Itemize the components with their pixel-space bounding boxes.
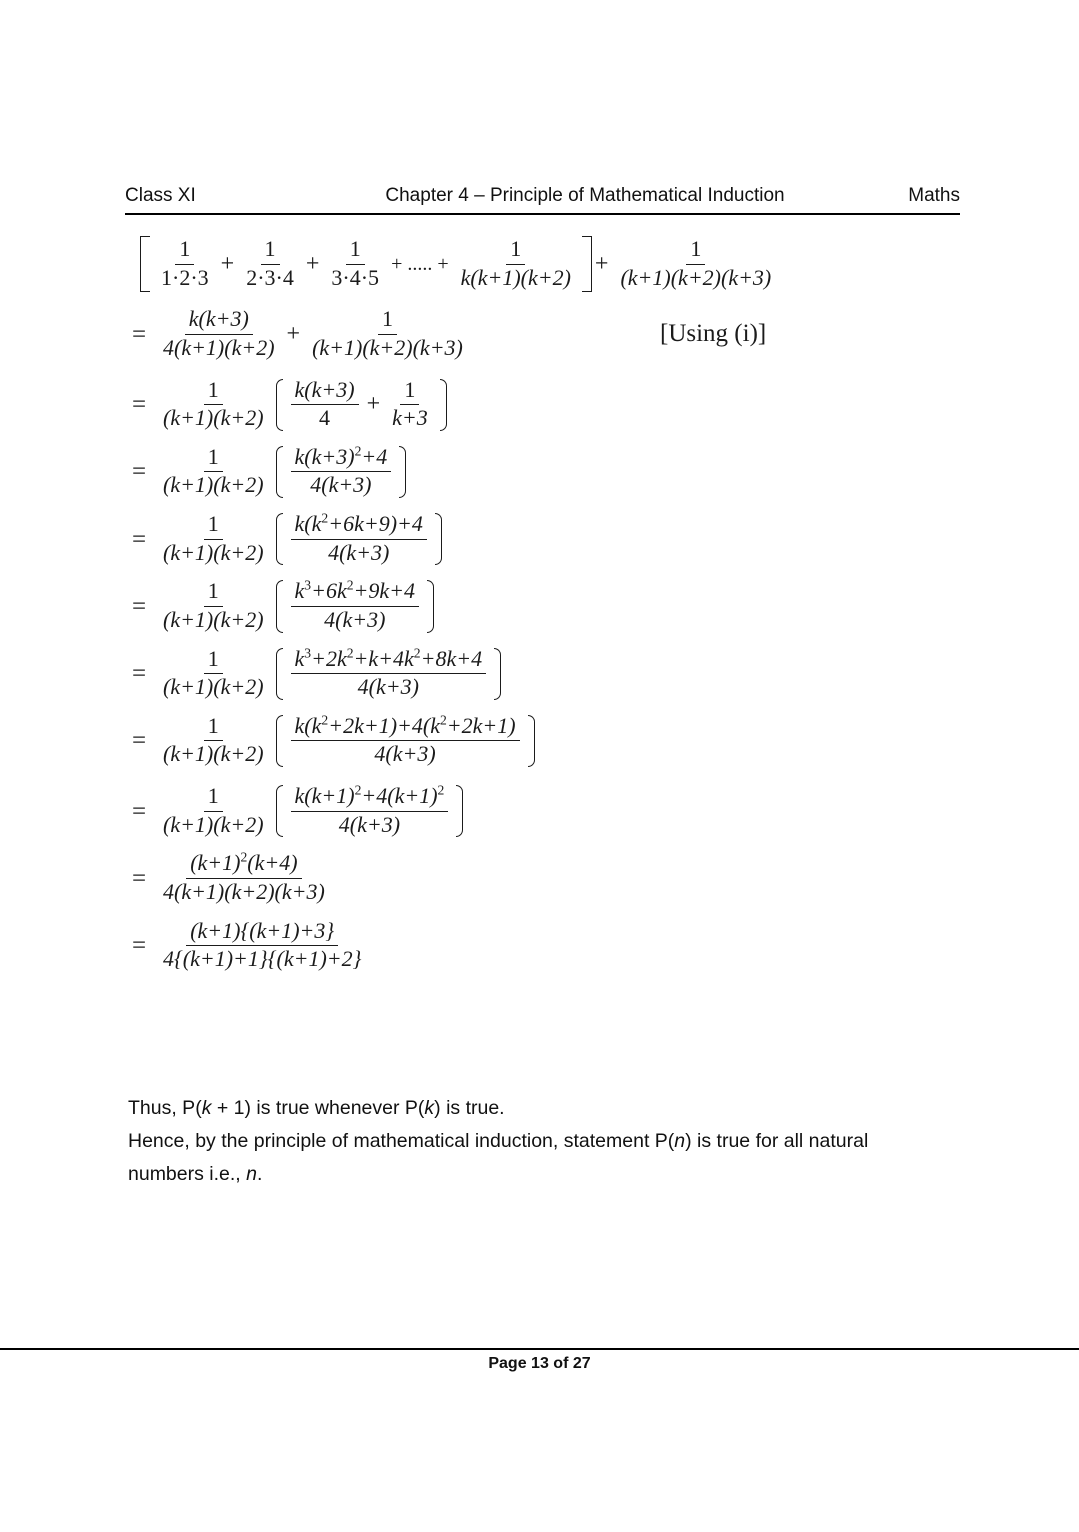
equation-line-5 <box>132 511 992 567</box>
big-left-brace-icon <box>273 713 286 769</box>
result-fraction-restated <box>154 918 370 974</box>
conclusion-text <box>128 1092 938 1191</box>
plus-sign: + <box>594 250 609 277</box>
conclusion-line-3: numbers i.e., n. <box>128 1163 263 1185</box>
denominator: 2·3·4 <box>246 264 294 290</box>
equals-sign: = <box>132 660 147 688</box>
plus-sign: + <box>220 250 235 277</box>
numerator: 1 <box>204 511 223 540</box>
inner-fraction <box>286 578 425 634</box>
plus-sign: + <box>286 320 301 347</box>
plus-sign: + <box>305 250 320 277</box>
numerator: 1 <box>346 236 365 265</box>
numerator: $k(k+1)^2+4(k+1)^2$ <box>291 783 449 812</box>
denominator: (k+1)(k+2) <box>163 606 264 632</box>
equals-sign: = <box>132 797 147 825</box>
outer-fraction <box>154 578 273 634</box>
big-right-brace-icon <box>437 377 450 433</box>
conclusion-line-2: Hence, by the principle of mathematical induction, statement P(n) is true for all natural <box>128 1130 869 1152</box>
denominator: (k+1)(k+2) <box>163 741 264 767</box>
denominator: 4(k+3) <box>374 741 436 767</box>
inner-fraction <box>286 783 454 839</box>
numerator: 1 <box>204 783 223 812</box>
page-header <box>125 185 960 215</box>
denominator: (k+1)(k+2) <box>163 539 264 565</box>
numerator: k(k+3) <box>291 377 359 406</box>
big-left-brace-icon <box>273 783 286 839</box>
denominator: 1·2·3 <box>161 264 209 290</box>
plus-sign: + <box>366 391 381 418</box>
big-left-brace-icon <box>273 377 286 433</box>
big-left-brace-icon <box>273 444 286 500</box>
big-left-brace-icon <box>273 646 286 702</box>
numerator: $k(k+3)^2+4$ <box>291 444 392 473</box>
denominator: k+3 <box>392 405 428 431</box>
denominator: 4(k+3) <box>338 811 401 837</box>
big-left-brace-icon <box>273 511 286 567</box>
denominator: 4(k+3) <box>328 539 390 565</box>
equals-sign: = <box>132 727 147 755</box>
equals-sign: = <box>132 932 147 960</box>
equals-sign: = <box>132 320 147 348</box>
footer-divider <box>0 1348 1079 1350</box>
numerator: 1 <box>204 646 223 675</box>
denominator: (k+1)(k+2) <box>163 674 264 700</box>
header-class-label: Class XI <box>125 185 196 206</box>
result-fraction <box>154 850 334 906</box>
fraction-a <box>154 306 284 362</box>
fraction-b <box>303 306 472 362</box>
denominator: 4 <box>319 405 331 431</box>
header-subject-label: Maths <box>908 185 960 206</box>
outer-fraction <box>154 713 273 769</box>
denominator: 4(k+1)(k+2) <box>163 334 275 360</box>
fraction-term-2 <box>237 236 303 292</box>
denominator: (k+1)(k+2) <box>163 811 264 837</box>
equals-sign: = <box>132 391 147 419</box>
fraction-term-last <box>452 236 580 292</box>
big-right-brace-icon <box>432 511 445 567</box>
denominator: 4(k+1)(k+2)(k+3) <box>163 878 325 904</box>
equals-sign: = <box>132 592 147 620</box>
numerator: $k(k^2+6k+9)+4$ <box>291 511 427 540</box>
equals-sign: = <box>132 458 147 486</box>
numerator: 1 <box>204 713 223 742</box>
big-right-brace-icon <box>525 713 538 769</box>
footer-page-number: Page 13 of 27 <box>488 1355 591 1372</box>
numerator: k(k+3) <box>185 306 253 335</box>
big-right-brace-icon <box>453 783 466 839</box>
big-left-bracket-icon <box>140 236 150 292</box>
equation-line-8 <box>132 713 992 769</box>
numerator: 1 <box>506 236 525 265</box>
numerator: 1 <box>686 236 705 265</box>
fraction-outside-bracket <box>611 236 780 292</box>
big-right-brace-icon <box>491 646 504 702</box>
numerator: 1 <box>378 306 397 335</box>
equals-sign: = <box>132 525 147 553</box>
fraction-term-1 <box>152 236 218 292</box>
outer-fraction <box>154 783 273 839</box>
equals-sign: = <box>132 864 147 892</box>
equation-line-10 <box>132 850 992 906</box>
outer-fraction <box>154 511 273 567</box>
numerator: $(k+1)^2(k+4)$ <box>186 850 301 879</box>
equation-line-1 <box>140 236 992 292</box>
numerator: 1 <box>175 236 194 265</box>
equation-line-3 <box>132 377 992 433</box>
inner-fraction <box>286 511 432 567</box>
math-derivation <box>132 236 992 974</box>
numerator: 1 <box>204 444 223 473</box>
denominator: (k+1)(k+2)(k+3) <box>312 334 463 360</box>
numerator: 1 <box>400 377 419 406</box>
denominator: (k+1)(k+2)(k+3) <box>620 264 772 290</box>
inner-fraction <box>286 646 492 702</box>
inner-fraction-b <box>383 377 437 433</box>
numerator: 1 <box>261 236 280 265</box>
conclusion-line-1: Thus, P(k + 1) is true whenever P(k) is true. <box>128 1097 505 1119</box>
numerator: $k^3+6k^2+9k+4$ <box>291 578 420 607</box>
denominator: (k+1)(k+2) <box>163 405 264 431</box>
header-chapter-title: Chapter 4 – Principle of Mathematical Induction <box>385 185 785 206</box>
denominator: 4(k+3) <box>357 674 419 700</box>
equation-line-11 <box>132 918 992 974</box>
numerator: $k^3+2k^2+k+4k^2+8k+4$ <box>291 646 487 675</box>
equation-line-6 <box>132 578 992 634</box>
denominator: (k+1)(k+2) <box>163 472 264 498</box>
denominator: k(k+1)(k+2) <box>460 264 571 290</box>
denominator: 4(k+3) <box>324 606 386 632</box>
fraction-term-3 <box>322 236 388 292</box>
denominator: 3·4·5 <box>331 264 380 290</box>
numerator: (k+1){(k+1)+3} <box>186 918 338 947</box>
equation-line-2 <box>132 306 992 362</box>
equation-line-9 <box>132 783 992 839</box>
big-left-brace-icon <box>273 578 286 634</box>
numerator: 1 <box>204 377 223 406</box>
inner-fraction <box>286 713 525 769</box>
ellipsis-operator: + ..... + <box>391 252 449 275</box>
denominator: 4{(k+1)+1}{(k+1)+2} <box>163 946 362 972</box>
equation-line-7 <box>132 646 992 702</box>
inner-fraction-a <box>286 377 364 433</box>
outer-fraction <box>154 646 273 702</box>
numerator: $k(k^2+2k+1)+4(k^2+2k+1)$ <box>291 713 520 742</box>
big-right-brace-icon <box>424 578 437 634</box>
equation-line-4 <box>132 444 992 500</box>
big-right-brace-icon <box>396 444 409 500</box>
numerator: 1 <box>204 578 223 607</box>
big-right-bracket-icon <box>582 236 592 292</box>
using-reference-note: [Using (i)] <box>660 320 767 348</box>
denominator: 4(k+3) <box>310 472 372 498</box>
outer-fraction <box>154 377 273 433</box>
inner-fraction <box>286 444 397 500</box>
outer-fraction <box>154 444 273 500</box>
